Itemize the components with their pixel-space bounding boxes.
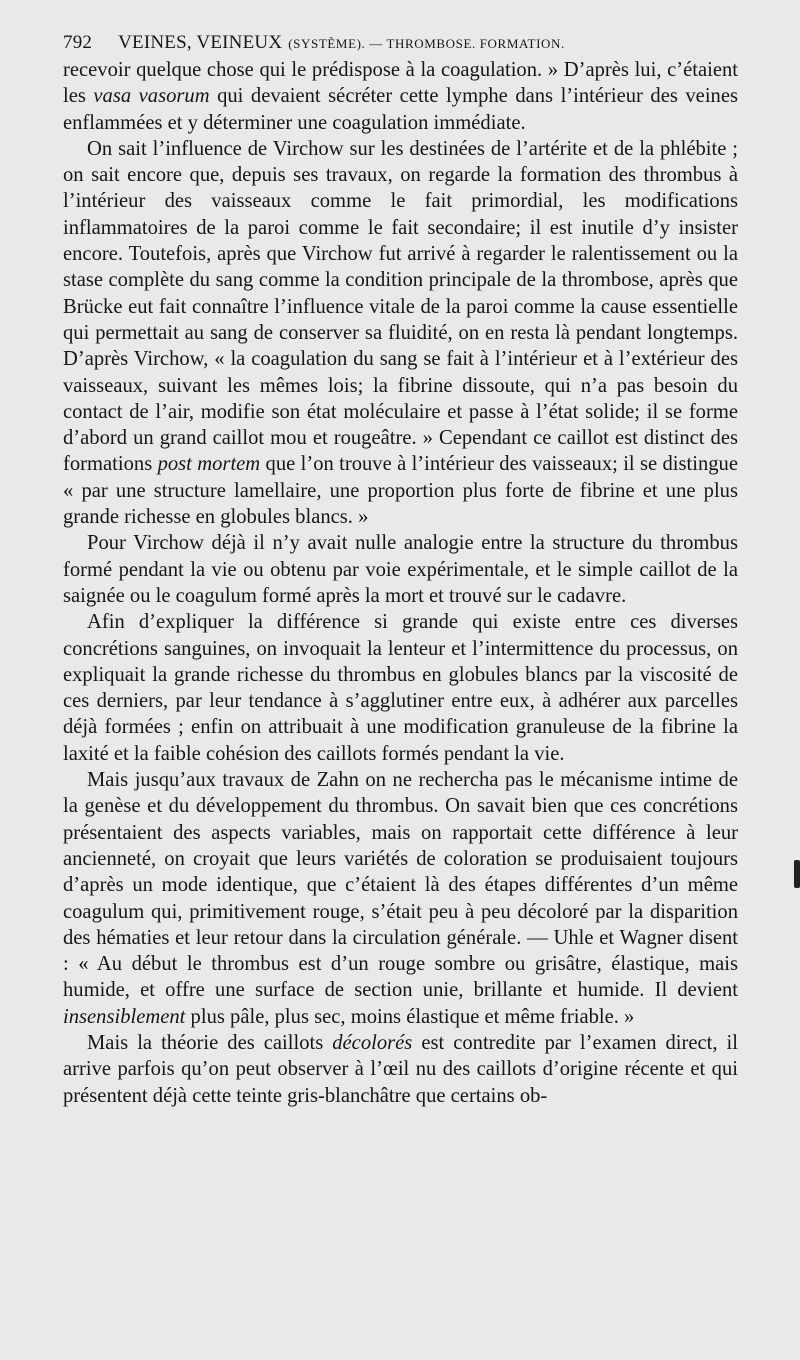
text-run: plus pâle, plus sec, moins élastique et même friable. » (185, 1005, 635, 1028)
running-section: (SYSTÈME). — THROMBOSE. FORMATION. (288, 36, 565, 51)
text-run: Mais la théorie des caillots (87, 1031, 333, 1054)
paragraph-5 (63, 767, 738, 1030)
text-run: qui devaient sécréter cette lymphe dans l’intérieur des veines enflammées et y déterminer une coagulation immédiate. (63, 85, 738, 134)
paragraph-3: Pour Virchow déjà il n’y avait nulle analogie entre la structure du thrombus formé pendant la vie ou obtenu par voie expérimentale, et le simple caillot de la saignée ou le coagulum formé après la mort et trouvé sur le cadavre. (63, 532, 738, 607)
page-edge-mark (794, 860, 800, 888)
body-text (63, 57, 738, 1109)
text-run: est contredite par l’examen direct, il arrive parfois qu’on peut observer à l’œil nu des caillots d’origine récente et qui présentent déjà cette teinte gris-blanchâtre que certains ob- (63, 1031, 739, 1107)
italic-run: post mortem (157, 453, 261, 476)
italic-run: insensiblement (63, 1005, 186, 1028)
running-header (63, 30, 738, 57)
text-run: que l’on trouve à l’intérieur des vaisseaux; il se distingue « par une structure lamellaire, une proportion plus forte de fibrine et une plus grande richesse en globules blancs. » (63, 453, 738, 529)
italic-run: vasa vasorum (93, 85, 210, 108)
text-run: Mais jusqu’aux travaux de Zahn on ne rechercha pas le mécanisme intime de la genèse et du développement du thrombus. On savait bien que ces concrétions présentaient des aspects variables, mais on rapportait cette différence à leur ancienneté, on croyait que leurs variétés de coloration se produisaient toujours d’après un mode identique, que c’étaient là des étapes différentes d’un même coagulum qui, primitivement rouge, s’était peu à peu décoloré par la disparition des hématies et leur retour dans la circulation générale. — Uhle et Wagner disent : « Au début le thrombus est d’un rouge sombre ou grisâtre, élastique, mais humide, et offre une surface de section unie, brillante et humide. Il devient (63, 769, 738, 1002)
page-number: 792 (63, 32, 93, 53)
paragraph-6 (63, 1030, 738, 1109)
text-run: On sait l’influence de Virchow sur les destinées de l’artérite et de la phlébite ; on sait encore que, depuis ses travaux, on regarde la formation des thrombus à l’intérieur des vaisseaux comme le fait primordial, les modifications inflammatoires de la paroi comme le fait secondaire; il est inutile d’y insister encore. Toutefois, après que Virchow fut arrivé à regarder le ralentissement ou la stase complète du sang comme la condition principale de la thrombose, après que Brücke eut fait connaître l’influence vitale de la paroi comme la cause essentielle qui permettait au sang de conserver sa fluidité, on en resta là pendant longtemps. D’après Virchow, « la coagulation du sang se fait à l’intérieur et à l’extérieur des vaisseaux, suivant les mêmes lois; la fibrine dissoute, qui n’a pas besoin du contact de l’air, modifie son état moléculaire et passe à l’état solide; il se forme d’abord un grand caillot mou et rougeâtre. » Cependant ce caillot est distinct des formations (63, 137, 738, 476)
paragraph-2 (63, 136, 738, 530)
paragraph-4: Afin d’expliquer la différence si grande qui existe entre ces diverses concrétions sanguines, on invoquait la lenteur et l’intermittence du processus, on expliquait la grande richesse du thrombus en globules blancs par la viscosité de ces derniers, par leur tendance à s’agglutiner entre eux, à adhérer aux parcelles déjà formées ; enfin on attribuait à une modification granuleuse de la fibrine la laxité et la faible cohésion des caillots formés pendant la vie. (63, 611, 738, 765)
running-title: VEINES, VEINEUX (118, 32, 283, 53)
text-run: recevoir quelque chose qui le prédispose à la coagulation. » D’après lui, c’étaient les (63, 59, 738, 108)
paragraph-1 (63, 57, 738, 136)
italic-run: décolorés (332, 1031, 413, 1054)
